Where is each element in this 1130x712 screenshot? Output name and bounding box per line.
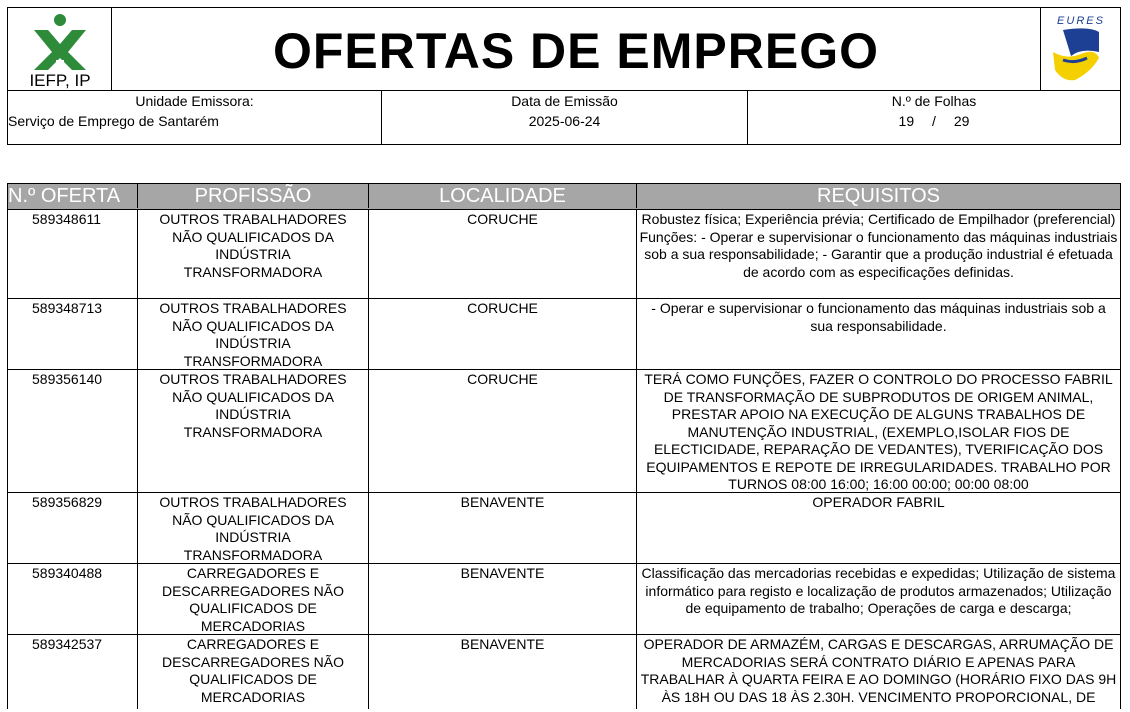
document-header bbox=[7, 7, 1121, 145]
sheet-separator: / bbox=[932, 113, 936, 129]
table-row bbox=[8, 210, 1120, 299]
offer-number: 589356140 bbox=[32, 371, 103, 387]
profession: CARREGADORES E DESCARREGADORES NÃO QUALIFICADOS DE MERCADORIAS bbox=[137, 635, 368, 709]
requirements: - Operar e supervisionar o funcionamento das máquinas industriais sob a sua responsabilidade. bbox=[636, 299, 1120, 369]
eures-logo bbox=[1040, 8, 1120, 90]
location: BENAVENTE bbox=[368, 564, 636, 634]
col-header-localidade: LOCALIDADE bbox=[368, 184, 636, 208]
iefp-logo-icon bbox=[8, 8, 112, 90]
issuing-unit-value: Serviço de Emprego de Santarém bbox=[8, 113, 219, 129]
location: CORUCHE bbox=[368, 299, 636, 369]
offer-number: 589342537 bbox=[32, 636, 103, 652]
table-row bbox=[8, 493, 1120, 564]
total-sheets: 29 bbox=[953, 113, 970, 129]
logo-text: IEFP, IP bbox=[29, 71, 91, 90]
requirements: OPERADOR DE ARMAZÉM, CARGAS E DESCARGAS, ARRUMAÇÃO DE MERCADORIAS SERÁ CONTRATO DIÁRIO E APENAS PARA TRABALHAR À QUARTA FEIRA E AO DOMINGO (HORÁRIO FIXO DAS 9H ÀS 18H OU DAS 18 ÀS 2.30H. VENCIMENTO PROPORCIONAL, DE bbox=[636, 635, 1120, 709]
profession: OUTROS TRABALHADORES NÃO QUALIFICADOS DA INDÚSTRIA TRANSFORMADORA bbox=[137, 370, 368, 492]
eures-logo-icon bbox=[1041, 8, 1121, 90]
requirements: Robustez física; Experiência prévia; Certificado de Empilhador (preferencial) Funções: - Operar e supervisionar o funcionamento das máquinas industriais sob a sua responsabilidade; - Garantir que a produção industrial é efetuada de acordo com as especificações definidas. bbox=[636, 210, 1120, 298]
table-header bbox=[8, 183, 1120, 210]
sheet-count-value bbox=[748, 113, 1120, 129]
col-header-oferta: N.º OFERTA bbox=[8, 185, 121, 207]
profession: OUTROS TRABALHADORES NÃO QUALIFICADOS DA INDÚSTRIA TRANSFORMADORA bbox=[137, 299, 368, 369]
location: BENAVENTE bbox=[368, 635, 636, 709]
col-header-profissao: PROFISSÃO bbox=[137, 184, 368, 208]
requirements: OPERADOR FABRIL bbox=[636, 493, 1120, 563]
table-row bbox=[8, 635, 1120, 709]
table-row bbox=[8, 299, 1120, 370]
job-offers-table bbox=[7, 183, 1121, 709]
requirements: TERÁ COMO FUNÇÕES, FAZER O CONTROLO DO PROCESSO FABRIL DE TRANSFORMAÇÃO DE SUBPRODUTOS DE ORIGEM ANIMAL, PRESTAR APOIO NA EXECUÇÃO DE ALGUNS TRABALHOS DE MANUTENÇÃO INDUSTRIAL, (EXEMPLO,ISOLAR FIOS DE ELECTICIDADE, REPARAÇÃO DE VEDANTES), TVERIFICAÇÃO DOS EQUIPAMENTOS E REPOTE DE IRREGULARIDADES. TRABALHO POR TURNOS 08:00 16:00; 16:00 00:00; 00:00 08:00 bbox=[636, 370, 1120, 492]
col-header-requisitos: REQUISITOS bbox=[636, 184, 1120, 208]
requirements: Classificação das mercadorias recebidas e expedidas; Utilização de sistema informático para registo e localização de produtos armazenados; Utilização de equipamento de trabalho; Operações de carga e descarga; bbox=[636, 564, 1120, 634]
profession: CARREGADORES E DESCARREGADORES NÃO QUALIFICADOS DE MERCADORIAS bbox=[137, 564, 368, 634]
offer-number: 589348713 bbox=[32, 300, 103, 316]
offer-number: 589340488 bbox=[32, 565, 103, 581]
table-row bbox=[8, 564, 1120, 635]
issuing-unit-label: Unidade Emissora: bbox=[135, 93, 254, 109]
profession: OUTROS TRABALHADORES NÃO QUALIFICADOS DA INDÚSTRIA TRANSFORMADORA bbox=[137, 493, 368, 563]
sheet-count-cell bbox=[748, 91, 1120, 145]
eures-text: EURES bbox=[1057, 15, 1105, 27]
sheet-count-label: N.º de Folhas bbox=[891, 93, 977, 109]
current-sheet: 19 bbox=[898, 113, 915, 129]
offer-number: 589356829 bbox=[32, 494, 103, 510]
offer-number: 589348611 bbox=[32, 211, 102, 227]
issuing-unit-cell bbox=[8, 91, 382, 145]
location: CORUCHE bbox=[368, 370, 636, 492]
profession: OUTROS TRABALHADORES NÃO QUALIFICADOS DA INDÚSTRIA TRANSFORMADORA bbox=[137, 210, 368, 298]
title-area bbox=[112, 8, 1040, 90]
issue-date-cell bbox=[382, 91, 748, 145]
issue-date-value: 2025-06-24 bbox=[528, 113, 601, 129]
iefp-logo bbox=[8, 8, 112, 90]
page-title: OFERTAS DE EMPREGO bbox=[272, 23, 879, 79]
location: BENAVENTE bbox=[368, 493, 636, 563]
issue-date-label: Data de Emissão bbox=[511, 93, 618, 109]
issuer-info-row bbox=[8, 90, 1120, 144]
location: CORUCHE bbox=[368, 210, 636, 298]
table-row bbox=[8, 370, 1120, 493]
